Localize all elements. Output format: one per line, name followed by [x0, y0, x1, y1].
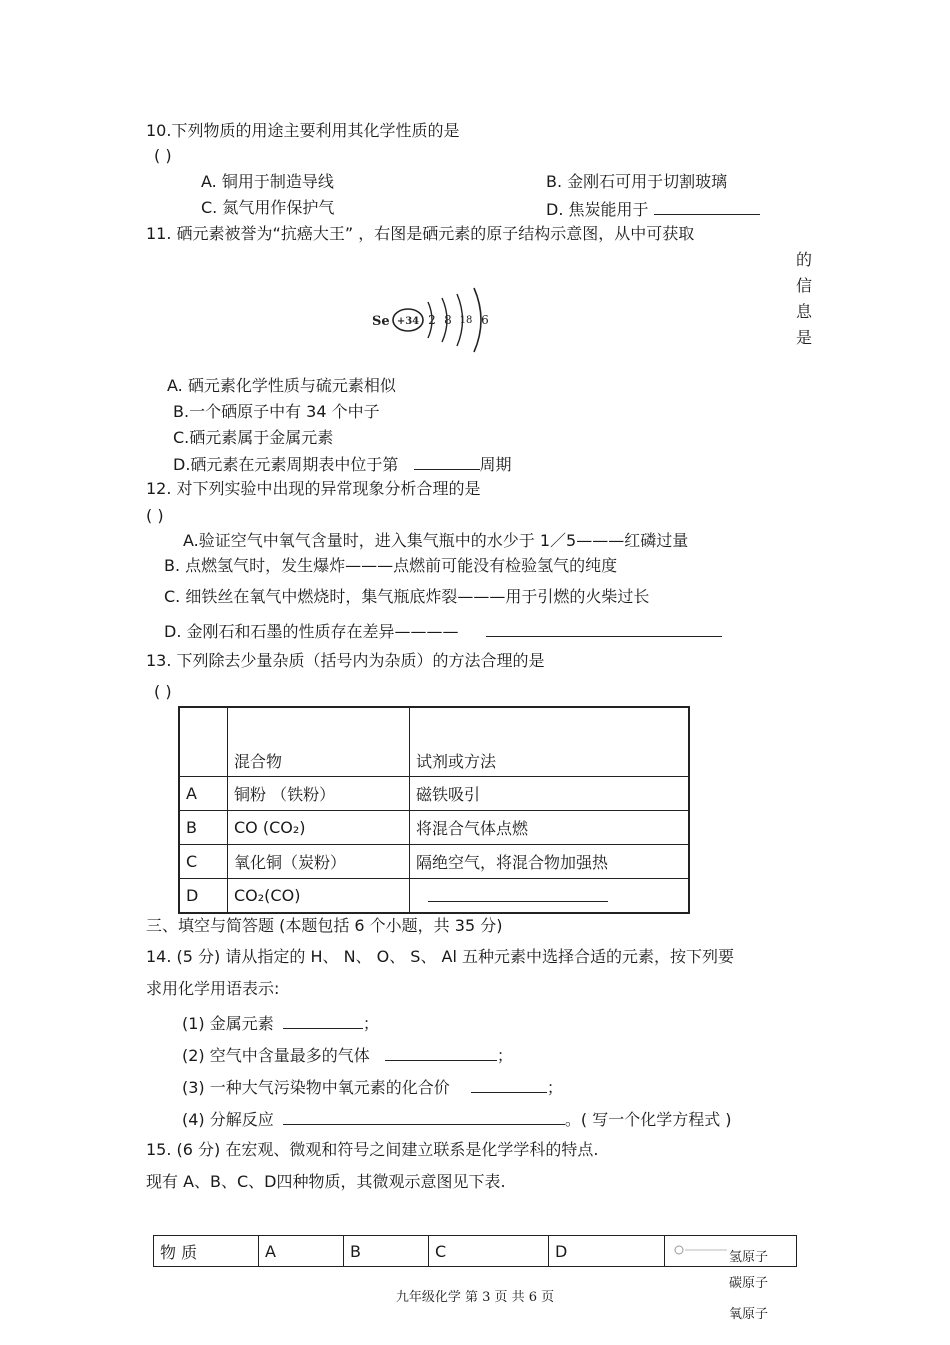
- method-cell: [410, 879, 690, 914]
- impurity-removal-table: [178, 706, 690, 914]
- q12-option-c: C. 细铁丝在氧气中燃烧时，集气瓶底炸裂———用于引燃的火柴过长: [164, 587, 650, 606]
- q14-item-3: [182, 1076, 563, 1098]
- selenium-atom-structure-diagram: [368, 284, 500, 356]
- q11-tail-char: 的: [796, 250, 813, 269]
- row-label: B: [179, 811, 228, 845]
- method-cell: 隔绝空气，将混合物加强热: [410, 845, 690, 879]
- q10-option-c: C. 氮气用作保护气: [201, 198, 335, 217]
- shell-electron-count: 8: [444, 313, 452, 327]
- q14-item-4-blank[interactable]: [283, 1108, 565, 1125]
- q12-option-b: B. 点燃氢气时，发生爆炸———点燃前可能没有检验氢气的纯度: [164, 556, 618, 575]
- header-cell: B: [344, 1236, 429, 1267]
- q11-tail-char: 信: [796, 276, 813, 295]
- row-label: D: [179, 879, 228, 914]
- header-cell: C: [429, 1236, 549, 1267]
- table-header-row: [179, 707, 689, 777]
- method-answer-blank[interactable]: [428, 885, 608, 902]
- header-cell: A: [259, 1236, 344, 1267]
- table-header-row: [154, 1236, 797, 1267]
- q13-stem: 13. 下列除去少量杂质（括号内为杂质）的方法合理的是: [146, 651, 545, 670]
- q11-option-b: B.一个硒原子中有 34 个中子: [173, 402, 380, 421]
- row-label: C: [179, 845, 228, 879]
- q15-stem-line1: 15. (6 分) 在宏观、微观和符号之间建立联系是化学学科的特点.: [146, 1140, 599, 1159]
- q12-stem: 12. 对下列实验中出现的异常现象分析合理的是: [146, 479, 481, 498]
- legend-carbon-label: 碳原子: [729, 1276, 769, 1291]
- table-row: [179, 777, 689, 811]
- table-row: [179, 879, 689, 914]
- q14-stem-line2: 求用化学用语表示:: [146, 979, 280, 998]
- shell-electron-count: 6: [481, 313, 489, 327]
- header-cell: 试剂或方法: [410, 707, 690, 777]
- q11-option-c: C.硒元素属于金属元素: [173, 428, 334, 447]
- q12-answer-paren: ( ): [146, 506, 164, 525]
- shell-electron-count: 18: [459, 315, 473, 326]
- q11-option-d-pre: D.硒元素在元素周期表中位于第: [173, 455, 399, 474]
- q10-option-a: A. 铜用于制造导线: [201, 172, 334, 191]
- q11-option-a: A. 硒元素化学性质与硫元素相似: [167, 376, 396, 395]
- mixture-cell: CO (CO₂): [228, 811, 410, 845]
- q14-item-4: [182, 1108, 732, 1130]
- shell-arc: [474, 288, 481, 352]
- q10-option-d: [546, 198, 760, 220]
- q10-answer-paren: ( ): [154, 146, 172, 165]
- q12-option-a: A.验证空气中氧气含量时，进入集气瓶中的水少于 1／5———红磷过量: [183, 531, 689, 550]
- q12-option-d: [164, 620, 722, 642]
- q10-option-b: B. 金刚石可用于切割玻璃: [546, 172, 728, 191]
- page-footer: 九年级化学 第 3 页 共 6 页: [395, 1290, 555, 1305]
- q10-option-d-blank[interactable]: [654, 198, 760, 215]
- mixture-cell: 铜粉 （铁粉）: [228, 777, 410, 811]
- header-cell: 物 质: [154, 1236, 259, 1267]
- q14-item-2-blank[interactable]: [385, 1044, 497, 1061]
- q14-item-2: [182, 1044, 513, 1066]
- q11-option-d-blank[interactable]: [414, 453, 480, 470]
- q15-stem-line2: 现有 A、B、C、D四种物质，其微观示意图见下表.: [146, 1172, 506, 1191]
- semicolon: ；: [546, 1078, 563, 1097]
- mixture-cell: CO₂(CO): [228, 879, 410, 914]
- q12-option-d-blank[interactable]: [486, 620, 722, 637]
- method-cell: 磁铁吸引: [410, 777, 690, 811]
- q10-stem: 10.下列物质的用途主要利用其化学性质的是: [146, 121, 460, 140]
- q11-option-d: [173, 453, 512, 475]
- q14-item-1-text: (1) 金属元素: [182, 1014, 274, 1033]
- table-row: [179, 845, 689, 879]
- nucleus-charge: +34: [396, 316, 420, 327]
- q14-item-4-text: (4) 分解反应: [182, 1110, 274, 1129]
- element-symbol: Se: [372, 314, 390, 329]
- q11-stem: 11. 硒元素被誉为“抗癌大王” ，右图是硒元素的原子结构示意图，从中可获取: [146, 224, 695, 243]
- q14-item-4-note: 。( 写一个化学方程式 ): [564, 1110, 732, 1129]
- method-cell: 将混合气体点燃: [410, 811, 690, 845]
- header-cell: D: [549, 1236, 665, 1267]
- q10-option-d-text: D. 焦炭能用于: [546, 200, 649, 219]
- table-row: [179, 811, 689, 845]
- q12-option-d-text: D. 金刚石和石墨的性质存在差异————: [164, 622, 459, 641]
- mixture-cell: 氧化铜（炭粉）: [228, 845, 410, 879]
- legend-oxygen-label: 氧原子: [729, 1307, 769, 1322]
- semicolon: ；: [362, 1014, 379, 1033]
- header-cell: [179, 707, 228, 777]
- q13-answer-paren: ( ): [154, 682, 172, 701]
- substance-table: [153, 1235, 797, 1267]
- q14-item-2-text: (2) 空气中含量最多的气体: [182, 1046, 370, 1065]
- q14-item-3-blank[interactable]: [471, 1076, 547, 1093]
- hydrogen-atom-legend-icon: [671, 1243, 731, 1257]
- q14-item-3-text: (3) 一种大气污染物中氧元素的化合价: [182, 1078, 450, 1097]
- section-heading: 三、填空与简答题 (本题包括 6 个小题，共 35 分): [146, 916, 503, 935]
- q11-tail-char: 息: [796, 302, 813, 321]
- q14-stem-line1: 14. (5 分) 请从指定的 H、 N、 O、 S、 Al 五种元素中选择合适的元素，按下列要: [146, 947, 735, 966]
- q11-tail-char: 是: [796, 328, 813, 347]
- legend-hydrogen-label: 氢原子: [729, 1250, 769, 1265]
- shell-electron-count: 2: [428, 313, 436, 327]
- q11-option-d-post: 周期: [479, 455, 512, 474]
- q14-item-1: [182, 1012, 379, 1034]
- q14-item-1-blank[interactable]: [283, 1012, 363, 1029]
- header-cell: 混合物: [228, 707, 410, 777]
- semicolon: ；: [496, 1046, 513, 1065]
- row-label: A: [179, 777, 228, 811]
